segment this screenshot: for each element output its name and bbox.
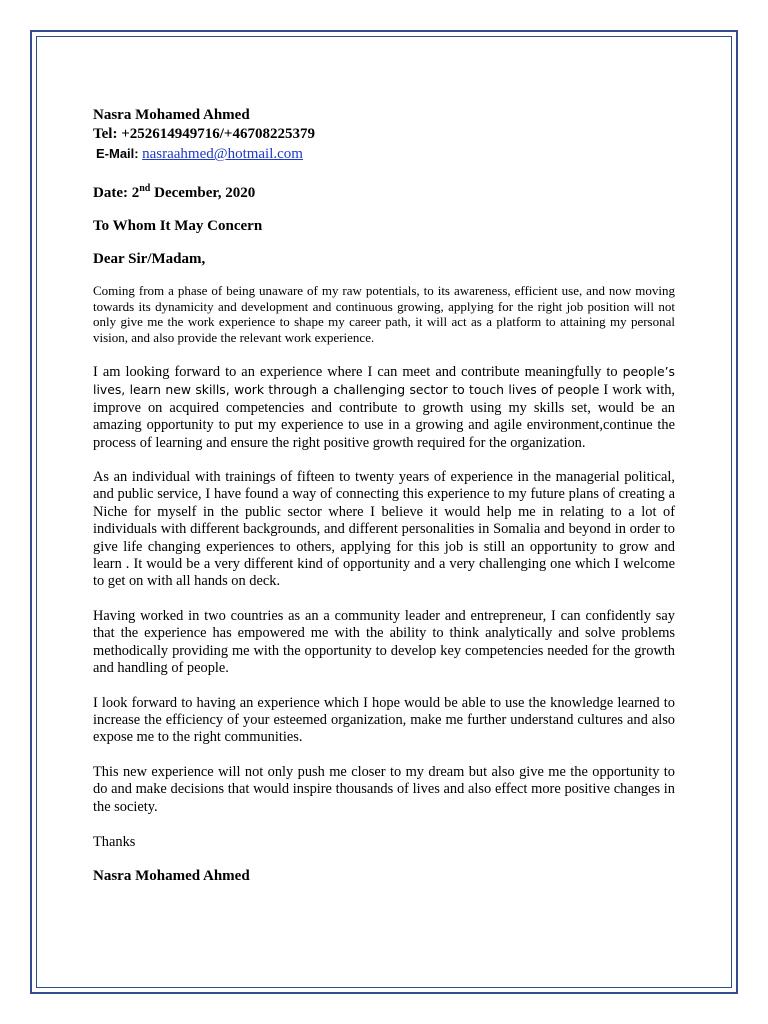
paragraph-2	[93, 363, 675, 452]
date-suffix: December, 2020	[150, 185, 256, 201]
salutation: Dear Sir/Madam,	[93, 251, 206, 267]
paragraph-2-part-c: I work with, improve on acquired competencies and contribute to growth using my skills set, would be an amazing opportunity to put my experience to use in a growing and agile environment,continue the process of learning and ensure the right positive growth required for the organization.	[93, 382, 675, 451]
paragraph-1: Coming from a phase of being unaware of my raw potentials, to its awareness, efficient use, and now moving towards its dynamicity and development and continuous growing, applying for the right job position will not only give me the work experience to shape my career path, it will act as a platform to attaining my personal vision, and also provide the relevant work experience.	[93, 283, 675, 345]
date-prefix: Date: 2	[93, 185, 140, 201]
paragraph-5: I look forward to having an experience which I hope would be able to use the knowledge learned to increase the efficiency of your esteemed organization, make me further understand cultures and also expose me to the right communities.	[93, 694, 675, 746]
letter-body	[93, 106, 675, 886]
closing: Thanks	[93, 833, 136, 850]
letter-date	[93, 179, 675, 203]
paragraph-2-part-b: people’s lives, learn new skills, work through a challenging sector to touch lives of people	[93, 364, 675, 398]
paragraph-2-part-a: I am looking forward to an experience where I can meet and contribute meaningfully to	[93, 364, 618, 380]
signature-name: Nasra Mohamed Ahmed	[93, 867, 250, 884]
to-whom-heading: To Whom It May Concern	[93, 218, 263, 234]
paragraph-3: As an individual with trainings of fifteen to twenty years of experience in the managerial political, and public service, I have found a way of connecting this experience to my future plans of creating a Niche for myself in the public sector where I believe it would help me in relating to a lot of individuals with different backgrounds, and different personalities in Somalia and beyond in order to give life changing experiences to others, applying for this job is still an opportunity to grow and learn . It would be a very different kind of opportunity and a very challenging one which I welcome to get on with all hands on deck.	[93, 469, 675, 590]
paragraph-4: Having worked in two countries as an a community leader and entrepreneur, I can confidently say that the experience has empowered me with the ability to think analytically and solve problems methodically providing me with the opportunity to develop key competencies needed for the growth and handling of people.	[93, 607, 675, 677]
email-link[interactable]: nasraahmed@hotmail.com	[142, 146, 303, 162]
sender-tel: Tel: +252614949716/+46708225379	[93, 126, 315, 142]
paragraph-6: This new experience will not only push me closer to my dream but also give me the opportunity to do and make decisions that would inspire thousands of lives and also effect more positive changes in the society.	[93, 763, 675, 815]
sender-email-line	[93, 144, 675, 165]
date-sup: nd	[139, 183, 151, 194]
email-label: E-Mail:	[96, 146, 139, 161]
sender-name: Nasra Mohamed Ahmed	[93, 107, 250, 123]
